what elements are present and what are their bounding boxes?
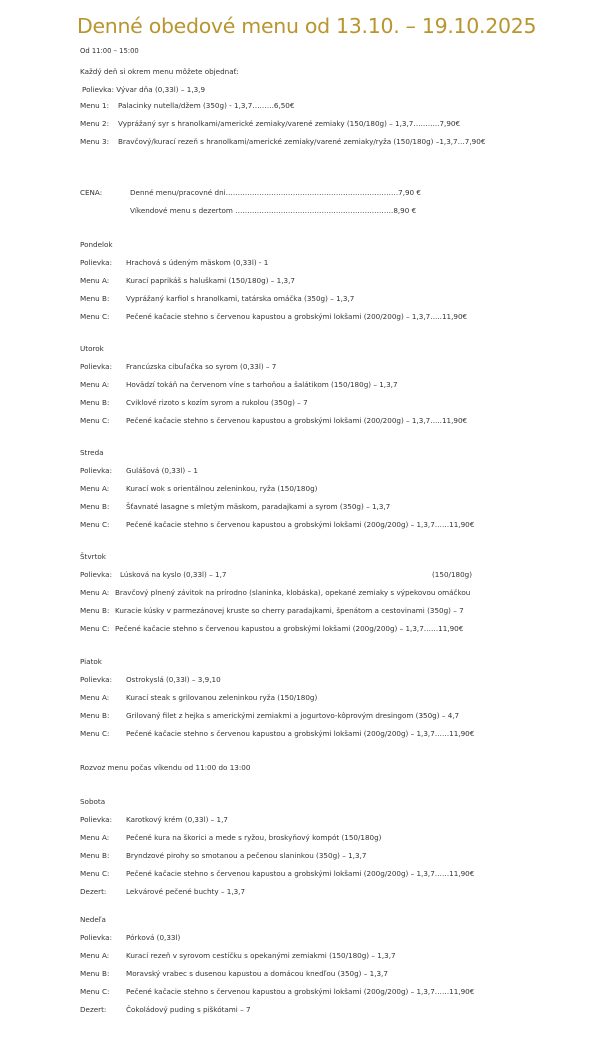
row-dish: Hrachová s údeným mäskom (0,33l) - 1 bbox=[126, 258, 269, 267]
row-label: Polievka: bbox=[80, 675, 113, 684]
row-label: Menu B: bbox=[80, 502, 110, 511]
row-dish: Čokoládový puding s piškótami – 7 bbox=[126, 1005, 251, 1014]
row-label: Menu B: bbox=[80, 294, 110, 303]
always-item-text: Vyprážaný syr s hranolkami/americké zemiaky/varené zemiaky (150/180g) – 1,3,7………..7,90€ bbox=[118, 119, 461, 128]
day-heading: Štvrtok bbox=[80, 552, 106, 561]
row-label: Menu B: bbox=[80, 606, 110, 615]
opening-hours: Od 11:00 – 15:00 bbox=[80, 47, 139, 55]
row-dish: Pečené kačacie stehno s červenou kapustou a grobskými lokšami (200/200g) – 1,3,7…..11,90€ bbox=[126, 416, 468, 425]
always-item-label: Menu 2: bbox=[80, 119, 110, 128]
row-dish: Pečené kačacie stehno s červenou kapustou a grobskými lokšami (200g/200g) – 1,3,7……11,90€ bbox=[115, 624, 464, 633]
price-row: Denné menu/pracovné dni………………………………………………………………7,90 € bbox=[130, 188, 421, 197]
row-dish: Gulášová (0,33l) – 1 bbox=[126, 466, 198, 475]
row-dish: Hovädzí tokáň na červenom víne s tarhoňou a šalátikom (150/180g) – 1,3,7 bbox=[126, 380, 398, 389]
price-label: CENA: bbox=[80, 188, 103, 197]
row-label: Dezert: bbox=[80, 887, 107, 896]
row-dish: Pečené kura na škorici a mede s ryžou, broskyňový kompót (150/180g) bbox=[126, 833, 382, 842]
day-heading: Streda bbox=[80, 448, 104, 457]
day-heading: Sobota bbox=[80, 797, 106, 806]
daily-soup: Polievka: Vývar dňa (0,33l) – 1,3,9 bbox=[82, 85, 206, 94]
row-label: Menu A: bbox=[80, 833, 110, 842]
day-heading: Piatok bbox=[80, 657, 102, 666]
row-dish: Lekvárové pečené buchty – 1,3,7 bbox=[126, 887, 246, 896]
price-row: Víkendové menu s dezertom …………………………………………………………8,90 € bbox=[130, 206, 417, 215]
row-label: Menu B: bbox=[80, 398, 110, 407]
day-heading: Nedeľa bbox=[80, 915, 106, 924]
row-label: Polievka: bbox=[80, 362, 113, 371]
row-label: Menu C: bbox=[80, 416, 110, 425]
row-dish: Moravský vrabec s dusenou kapustou a domácou knedľou (350g) – 1,3,7 bbox=[126, 969, 388, 978]
day-heading: Utorok bbox=[80, 344, 104, 353]
row-label: Menu C: bbox=[80, 869, 110, 878]
row-label: Menu B: bbox=[80, 851, 110, 860]
row-dish: Francúzska cibuľačka so syrom (0,33l) – 7 bbox=[126, 362, 277, 371]
row-dish: Pórková (0,33l) bbox=[126, 933, 181, 942]
always-item-text: Bravčový/kurací rezeň s hranolkami/americké zemiaky/varené zemiaky/ryža (150/180g) –1,3,7…7,90€ bbox=[118, 137, 486, 146]
row-label: Menu A: bbox=[80, 693, 110, 702]
row-dish: Bryndzové pirohy so smotanou a pečenou slaninkou (350g) – 1,3,7 bbox=[126, 851, 367, 860]
row-dish: Vyprážaný karfiol s hranolkami, tatárska omáčka (350g) – 1,3,7 bbox=[126, 294, 355, 303]
row-dish: Pečené kačacie stehno s červenou kapustou a grobskými lokšami (200g/200g) – 1,3,7……11,90€ bbox=[126, 729, 475, 738]
row-dish: Kurací rezeň v syrovom cestíčku s opekanými zemiakmi (150/180g) – 1,3,7 bbox=[126, 951, 396, 960]
row-dish: Kuracie kúsky v parmezánovej kruste so cherry paradajkami, špenátom a cestovinami (350g) – 7 bbox=[115, 606, 464, 615]
row-label: Polievka: bbox=[80, 258, 113, 267]
row-label: Polievka: bbox=[80, 466, 113, 475]
row-dish: Ostrokyslá (0,33l) – 3,9,10 bbox=[126, 675, 221, 684]
weekend-note: Rozvoz menu počas víkendu od 11:00 do 13:00 bbox=[80, 763, 251, 772]
intro-text: Každý deň si okrem menu môžete objednať: bbox=[80, 67, 239, 76]
row-dish: Pečené kačacie stehno s červenou kapustou a grobskými lokšami (200/200g) – 1,3,7…..11,90€ bbox=[126, 312, 468, 321]
row-extra: (150/180g) bbox=[432, 570, 473, 579]
row-label: Polievka: bbox=[80, 570, 113, 579]
row-label: Menu A: bbox=[80, 588, 110, 597]
row-label: Menu B: bbox=[80, 711, 110, 720]
row-label: Menu B: bbox=[80, 969, 110, 978]
row-dish: Kurací wok s orientálnou zeleninkou, ryža (150/180g) bbox=[126, 484, 318, 493]
row-dish: Pečené kačacie stehno s červenou kapustou a grobskými lokšami (200g/200g) – 1,3,7……11,90€ bbox=[126, 869, 475, 878]
row-label: Polievka: bbox=[80, 815, 113, 824]
row-label: Menu C: bbox=[80, 987, 110, 996]
row-dish: Pečené kačacie stehno s červenou kapustou a grobskými lokšami (200g/200g) – 1,3,7……11,90€ bbox=[126, 987, 475, 996]
row-dish: Kurací paprikáš s haluškami (150/180g) – 1,3,7 bbox=[126, 276, 295, 285]
page-title: Denné obedové menu od 13.10. – 19.10.2025 bbox=[77, 14, 537, 38]
row-label: Menu C: bbox=[80, 729, 110, 738]
always-item-text: Palacinky nutella/džem (350g) - 1,3,7………6,50€ bbox=[118, 101, 295, 110]
always-item-label: Menu 1: bbox=[80, 101, 110, 110]
row-dish: Kurací steak s grilovanou zeleninkou ryža (150/180g) bbox=[126, 693, 318, 702]
day-heading: Pondelok bbox=[80, 240, 113, 249]
row-dish: Pečené kačacie stehno s červenou kapustou a grobskými lokšami (200g/200g) – 1,3,7……11,90€ bbox=[126, 520, 475, 529]
row-label: Menu C: bbox=[80, 312, 110, 321]
row-label: Menu A: bbox=[80, 951, 110, 960]
always-item-label: Menu 3: bbox=[80, 137, 110, 146]
row-label: Menu A: bbox=[80, 484, 110, 493]
row-label: Menu A: bbox=[80, 380, 110, 389]
row-dish: Bravčový plnený závitok na prírodno (slaninka, klobáska), opekané zemiaky s výpekovou omáčkou bbox=[115, 588, 471, 597]
row-dish: Šťavnaté lasagne s mletým mäskom, paradajkami a syrom (350g) – 1,3,7 bbox=[126, 502, 391, 511]
row-label: Menu A: bbox=[80, 276, 110, 285]
row-label: Menu C: bbox=[80, 520, 110, 529]
row-dish: Lúsková na kyslo (0,33l) – 1,7 bbox=[120, 570, 227, 579]
row-label: Dezert: bbox=[80, 1005, 107, 1014]
row-label: Menu C: bbox=[80, 624, 110, 633]
row-dish: Cviklové rizoto s kozím syrom a rukolou (350g) – 7 bbox=[126, 398, 308, 407]
row-label: Polievka: bbox=[80, 933, 113, 942]
row-dish: Karotkový krém (0,33l) – 1,7 bbox=[126, 815, 228, 824]
row-dish: Grilovaný filet z hejka s americkými zemiakmi a jogurtovo-kôprovým dresingom (350g) – 4,7 bbox=[126, 711, 460, 720]
